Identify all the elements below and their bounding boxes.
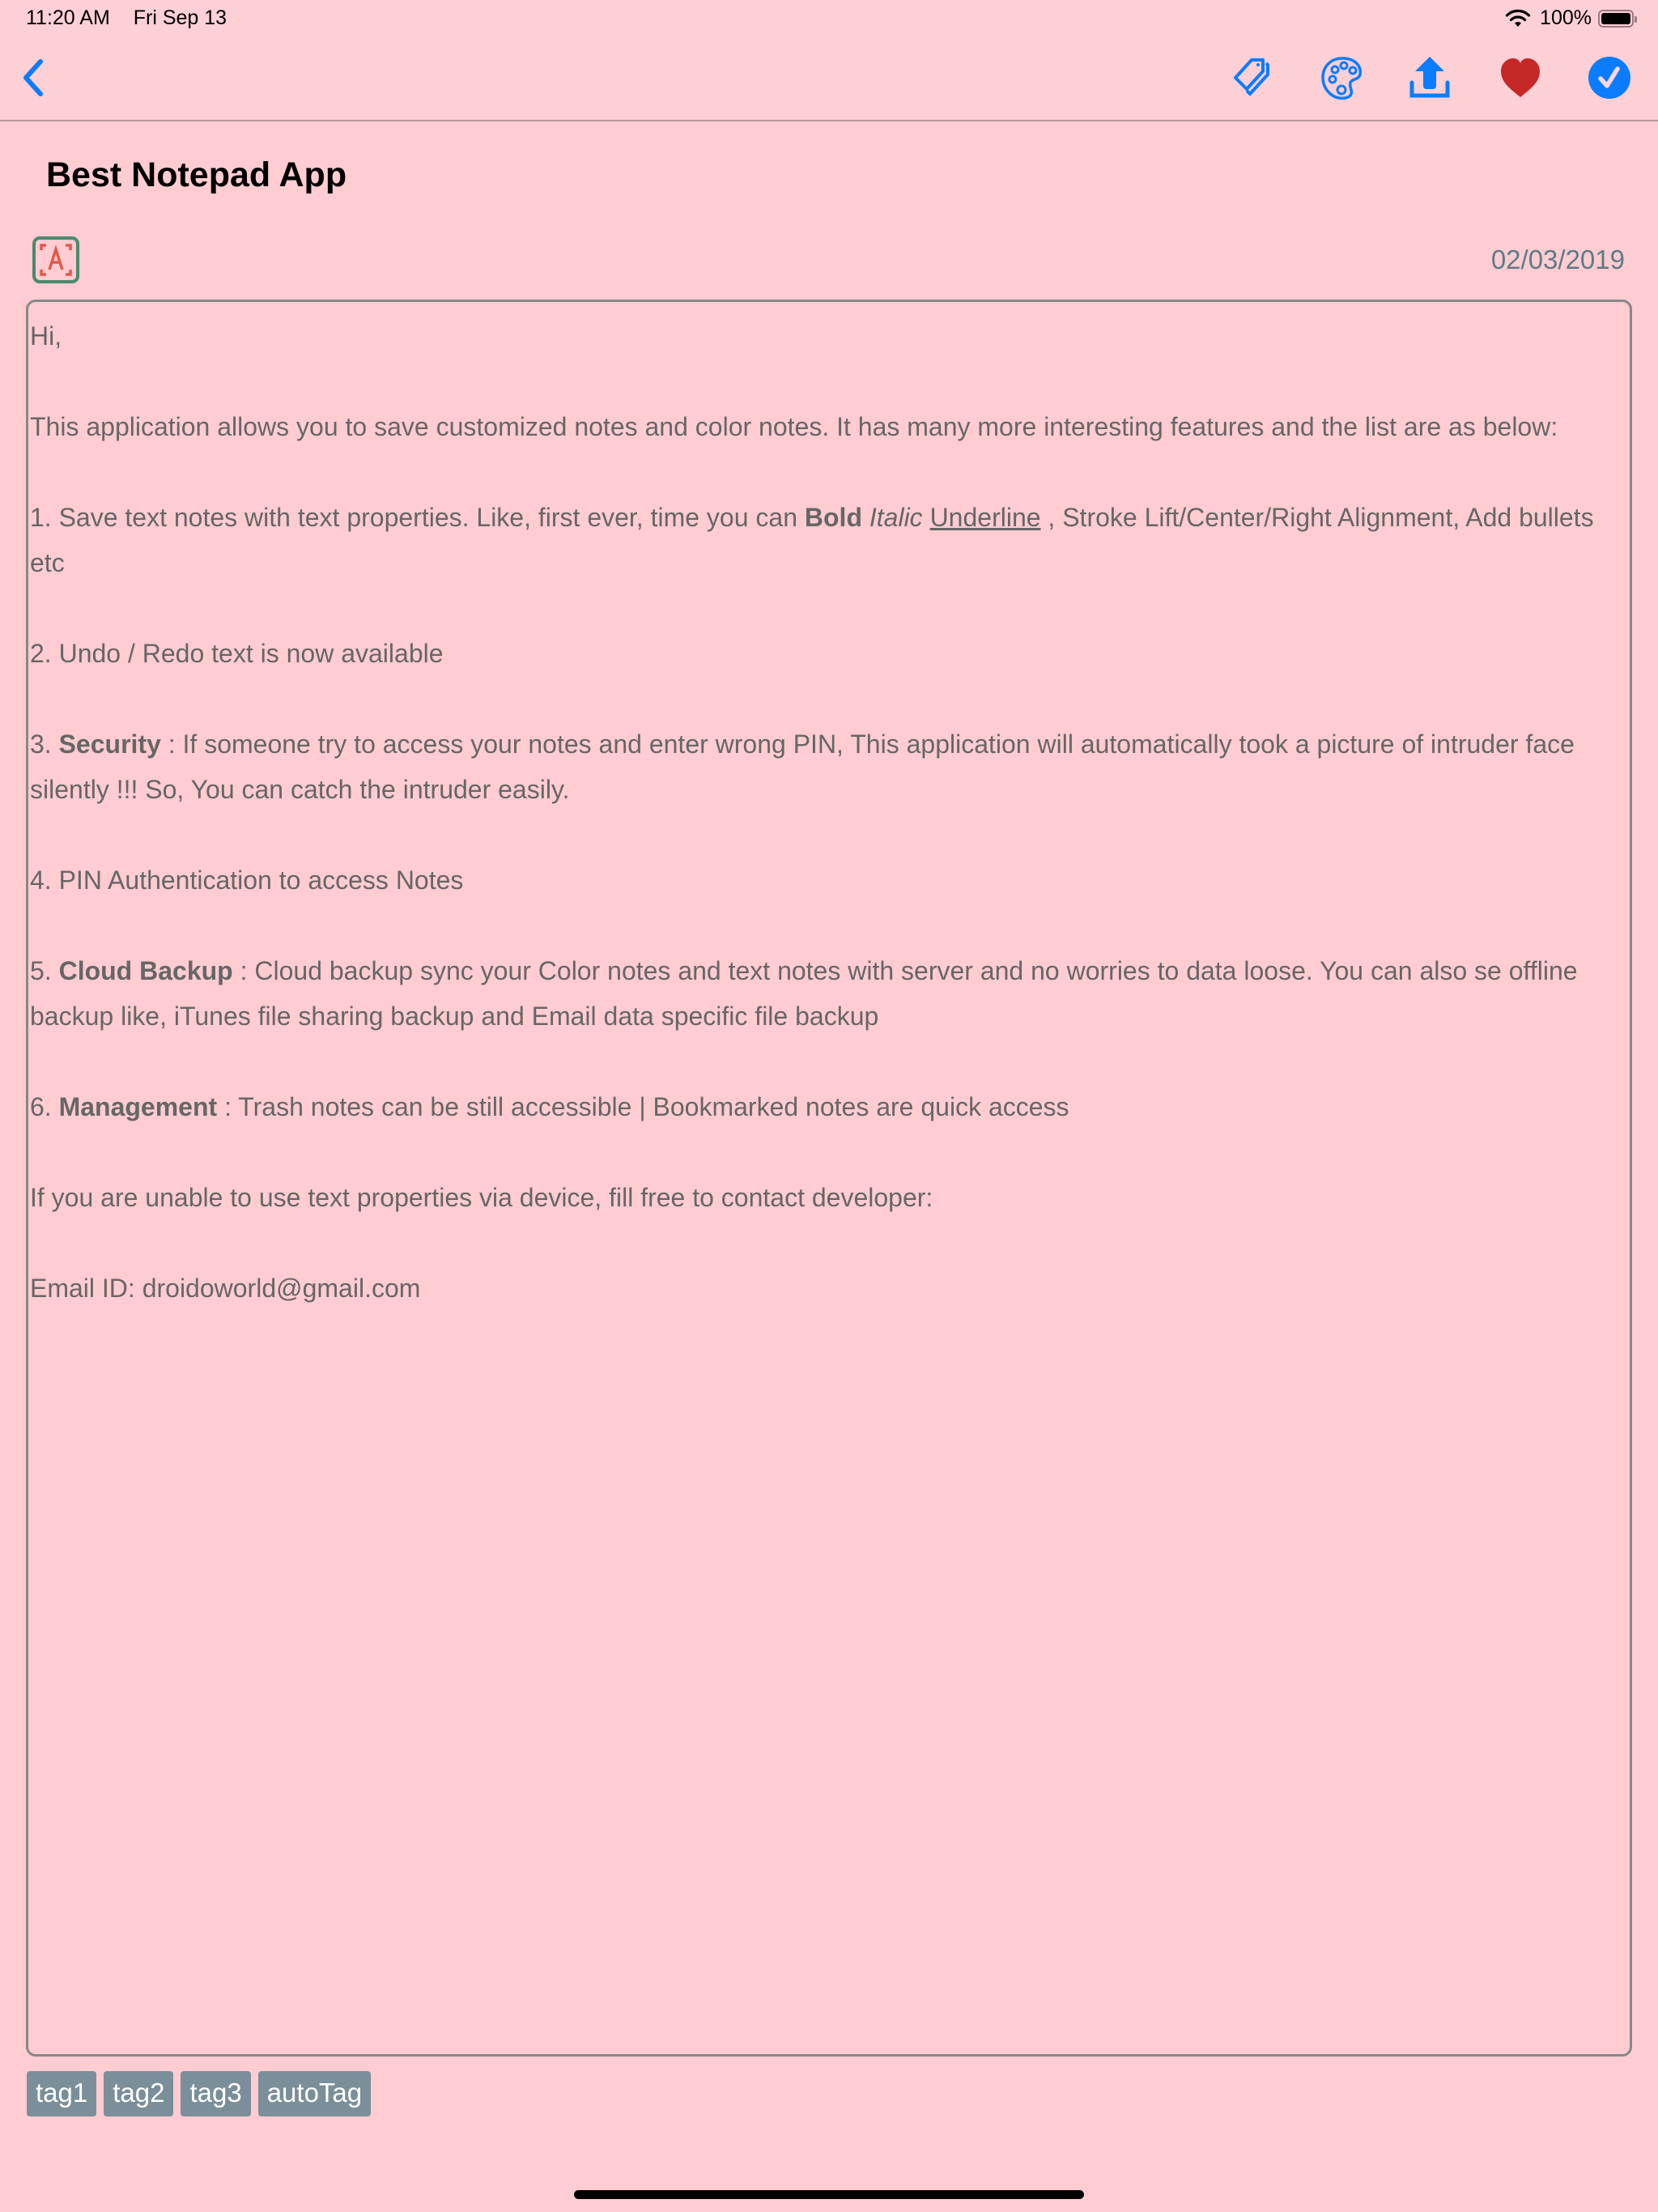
battery-icon (1598, 10, 1634, 28)
text-format-button[interactable] (32, 236, 79, 283)
body-item-6 (30, 1084, 1613, 1129)
share-button[interactable] (1405, 53, 1454, 102)
item1-suffix: , Stroke Lift/Center/Right Alignment, Add bullets etc (30, 503, 1594, 577)
back-button[interactable] (13, 55, 53, 100)
status-date: Fri Sep 13 (133, 6, 227, 29)
tag-chip[interactable]: tag2 (104, 2071, 173, 2116)
checkmark-circle-icon (1585, 53, 1634, 102)
body-greeting: Hi, (30, 321, 62, 351)
item6-text: : Trash notes can be still accessible | Bookmarked notes are quick access (217, 1092, 1069, 1121)
done-button[interactable] (1585, 53, 1634, 102)
nav-bar (0, 37, 1658, 121)
note-body[interactable] (30, 313, 1613, 1356)
battery-percent: 100% (1540, 6, 1592, 29)
body-item-5 (30, 948, 1613, 1039)
tag-chip[interactable]: autoTag (258, 2071, 371, 2116)
status-right (1504, 6, 1634, 30)
tag-chip[interactable]: tag3 (181, 2071, 250, 2116)
item3-bold-text: Security (58, 730, 161, 759)
body-item-4: 4. PIN Authentication to access Notes (30, 866, 464, 895)
body-item-3 (30, 721, 1613, 812)
color-palette-button[interactable] (1318, 53, 1367, 102)
item6-bold-text: Management (58, 1092, 218, 1121)
body-contact: If you are unable to use text properties via device, fill free to contact developer: (30, 1183, 933, 1212)
share-upload-icon (1405, 53, 1454, 102)
palette-icon (1318, 53, 1367, 102)
item1-italic-text: Italic (869, 503, 923, 532)
wifi-icon (1504, 9, 1532, 28)
chevron-left-icon (13, 55, 53, 100)
item5-text: : Cloud backup sync your Color notes and text notes with server and no worries to data loose. You can also se offline backup like, iTunes file sharing backup and Email data specific file backup (30, 956, 1578, 1031)
item3-text: : If someone try to access your notes and enter wrong PIN, This application will automatically took a picture of intruder face silently !!! So, You can catch the intruder easily. (30, 730, 1575, 804)
item3-prefix: 3. (30, 730, 59, 759)
heart-icon (1496, 53, 1545, 102)
tags-button[interactable] (1229, 53, 1278, 102)
status-bar (0, 0, 1658, 37)
status-time: 11:20 AM (26, 6, 110, 29)
item6-prefix: 6. (30, 1092, 59, 1121)
item5-prefix: 5. (30, 956, 59, 985)
note-editor[interactable] (26, 300, 1632, 2057)
tag-list (27, 2071, 371, 2116)
note-date: 02/03/2019 (1490, 245, 1625, 274)
item1-text: 1. Save text notes with text properties. Like, first ever, time you can (30, 503, 805, 532)
item5-bold-text: Cloud Backup (58, 956, 233, 985)
body-email: Email ID: droidoworld@gmail.com (30, 1274, 421, 1303)
body-item-1 (30, 495, 1613, 585)
text-format-icon (36, 240, 76, 280)
note-title[interactable]: Best Notepad App (46, 155, 347, 194)
home-indicator[interactable] (574, 2190, 1084, 2199)
status-left (26, 6, 244, 30)
item1-underline-text: Underline (929, 503, 1041, 532)
tag-chip[interactable]: tag1 (27, 2071, 96, 2116)
item1-bold-text: Bold (804, 503, 862, 532)
body-intro: This application allows you to save customized notes and color notes. It has many more interesting features and the list are as below: (30, 412, 1558, 441)
body-item-2: 2. Undo / Redo text is now available (30, 639, 444, 668)
tag-icon (1229, 53, 1278, 102)
favorite-button[interactable] (1496, 53, 1545, 102)
